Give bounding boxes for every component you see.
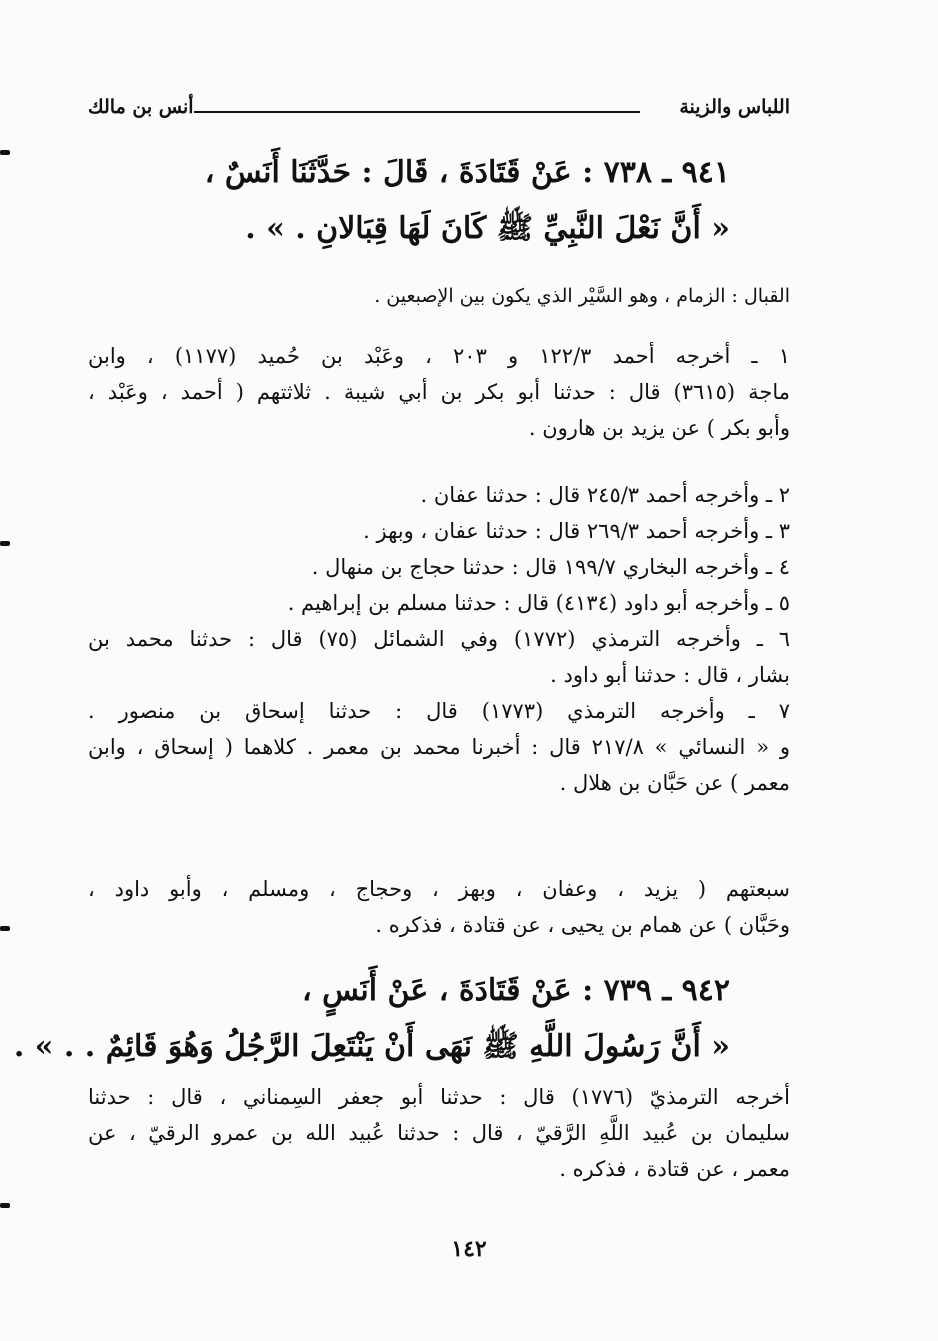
hadith-941-matn: « أَنَّ نَعْلَ النَّبِيِّ ﷺ كَانَ لَهَا قِبَالانِ . » . <box>245 211 730 246</box>
hadith-941 <box>204 145 730 257</box>
takhrij-941-p6-line: ٦ ـ وأخرجه الترمذي (١٧٧٢) وفي الشمائل (٧٥) قال : حدثنا محمد بن <box>88 627 790 651</box>
summary-line: وحَبَّان ) عن همام بن يحيى ، عن قتادة ، فذكره . <box>375 913 790 937</box>
takhrij-941-p6-line: بشار ، قال : حدثنا أبو داود . <box>550 663 790 687</box>
takhrij-941-p1-line: وأبو بكر ) عن يزيد بن هارون . <box>528 416 790 440</box>
takhrij-941-p5: ٥ ـ وأخرجه أبو داود (٤١٣٤) قال : حدثنا مسلم بن إبراهيم . <box>287 591 790 615</box>
takhrij-942 <box>88 1079 790 1187</box>
takhrij-941-p3: ٣ ـ وأخرجه أحمد ٢٦٩/٣ قال : حدثنا عفان ، وبهز . <box>363 519 790 543</box>
hadith-941-isnad: ٩٤١ ـ ٧٣٨ : عَنْ قَتَادَةَ ، قَالَ : حَدَّثَنَا أَنَسٌ ، <box>204 155 730 190</box>
gloss-line: القبال : الزمام ، وهو السَّيْر الذي يكون بين الإصبعين . <box>374 285 790 307</box>
binding-mark <box>0 926 10 931</box>
binding-mark <box>0 541 10 546</box>
header-narrator-title: أنس بن مالك <box>88 96 194 118</box>
takhrij-941-p1-line: ماجة (٣٦١٥) قال : حدثنا أبو بكر بن أبي شيبة . ثلاثتهم ( أحمد ، وعَبْد ، <box>88 380 791 404</box>
binding-mark <box>0 1203 10 1208</box>
takhrij-941-p7-line: معمر ) عن حَبَّان بن هلال . <box>559 771 790 795</box>
summary-line: سبعتهم ( يزيد ، وعفان ، وبهز ، وحجاج ، ومسلم ، وأبو داود ، <box>88 877 790 901</box>
header-rule <box>194 111 640 113</box>
takhrij-941-p2: ٢ ـ وأخرجه أحمد ٢٤٥/٣ قال : حدثنا عفان . <box>420 483 790 507</box>
takhrij-941-p7-line: و « النسائي » ٢١٧/٨ قال : أخبرنا محمد بن معمر . كلاهما ( إسحاق ، وابن <box>88 735 790 759</box>
gloss-note <box>88 281 790 311</box>
takhrij-941-p7-line: ٧ ـ وأخرجه الترمذي (١٧٧٣) قال : حدثنا إسحاق بن منصور . <box>88 699 790 723</box>
hadith-942-matn: « أَنَّ رَسُولَ اللَّهِ ﷺ نَهَى أَنْ يَنْتَعِلَ الرَّجُلُ وَهُوَ قَائِمٌ . . » . <box>13 1029 730 1064</box>
takhrij-941-list <box>88 477 790 801</box>
takhrij-941-p1-line: ١ ـ أخرجه أحمد ١٢٢/٣ و ٢٠٣ ، وعَبْد بن حُميد (١١٧٧) ، وابن <box>88 344 790 368</box>
takhrij-942-line: سليمان بن عُبيد اللَّهِ الرَّقيّ ، قال : حدثنا عُبيد الله بن عمرو الرقيّ ، عن <box>88 1121 790 1145</box>
binding-mark <box>0 150 10 155</box>
takhrij-941-summary <box>88 871 790 943</box>
page-number: ١٤٢ <box>451 1236 487 1262</box>
header-chapter-title: اللباس والزينة <box>679 96 790 118</box>
hadith-942-isnad: ٩٤٢ ـ ٧٣٩ : عَنْ قَتَادَةَ ، عَنْ أَنَسٍ ، <box>302 973 730 1008</box>
takhrij-942-line: أخرجه الترمذيّ (١٧٧٦) قال : حدثنا أبو جعفر السِمناني ، قال : حدثنا <box>88 1085 790 1109</box>
takhrij-942-line: معمر ، عن قتادة ، فذكره . <box>559 1157 790 1181</box>
running-header <box>88 96 790 126</box>
takhrij-941-p4: ٤ ـ وأخرجه البخاري ١٩٩/٧ قال : حدثنا حجاج بن منهال . <box>311 555 790 579</box>
takhrij-941 <box>88 338 790 446</box>
hadith-942 <box>13 963 730 1075</box>
